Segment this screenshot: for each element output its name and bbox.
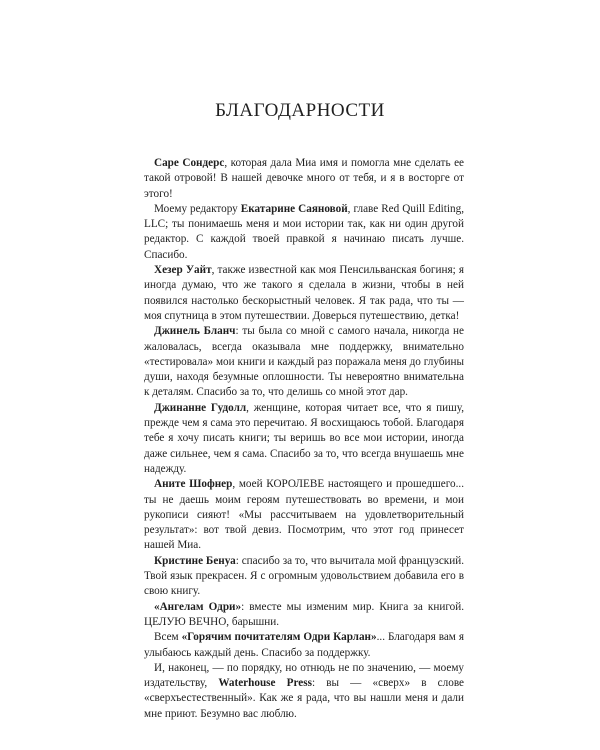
acknowledgements-body — [144, 156, 464, 722]
page-title: БЛАГОДАРНОСТИ — [215, 100, 385, 121]
paragraph — [144, 477, 464, 553]
paragraph — [144, 554, 464, 600]
paragraph — [144, 156, 464, 202]
paragraph-text: , также известной как моя Пенсильванская богиня; я иногда думаю, что же такого я сделала в жизни, чтобы в ней появился настолько бескорыстный человек. Я так рада, что ты — моя спутница в этом путешествии. Доверься путешествию, детка! — [144, 264, 464, 322]
person-name: Саре Сондерс — [154, 157, 225, 169]
person-name: Джинанне Гудолл — [154, 401, 247, 414]
paragraph-text: : вы — «сверх» в слове «сверхъестественный». Как же я рада, что вы нашли меня и дали мне приют. Безумно вас люблю. — [144, 677, 464, 720]
paragraph — [144, 661, 464, 722]
paragraph-text: : спасибо за то, что вычитала мой французский. Твой язык прекрасен. Я с огромным удовольствием добавила его в свою книгу. — [144, 554, 464, 598]
paragraph-text: , главе Red Quill Editing, LLC; ты понимаешь меня и мои истории так, как ни один другой редактор. С каждой твоей правкой я начинаю писать лучше. Спасибо. — [144, 202, 464, 261]
person-name: Аните Шофнер — [154, 478, 233, 491]
person-name: Хезер Уайт — [154, 264, 212, 277]
publisher-name: Waterhouse Press — [218, 677, 312, 690]
paragraph-text: И, наконец, — по порядку, но отнюдь не по значению, — моему издательству, — [144, 661, 464, 690]
paragraph — [144, 630, 464, 661]
paragraph — [144, 263, 464, 324]
paragraph-text: , которая дала Миа имя и помогла мне сделать ее такой отровой! В нашей девочке много от тебя, и я в восторге от этого! — [144, 157, 464, 200]
paragraph — [144, 600, 464, 631]
person-name: Екатарине Саяновой — [240, 202, 348, 215]
paragraph-text: , моей КОРОЛЕВЕ настоящего и прошедшего... ты не даешь моим героям путешествовать во времени, и мои рукописи сияют! «Мы рассчитываем на удовлетворительный результат»: вот твой девиз. Посмотрим, что этот год принесет нашей Миа. — [144, 478, 465, 552]
paragraph — [144, 324, 464, 400]
paragraph-text: Всем — [154, 631, 182, 644]
group-name: «Горячим почитателям Одри Карлан» — [181, 631, 377, 644]
paragraph — [144, 401, 464, 477]
person-name: Кристине Бенуа — [154, 554, 236, 567]
paragraph-text: Моему редактору — [154, 202, 241, 215]
paragraph-text: : ты была со мной с самого начала, никогда не жаловалась, всегда оказывала мне поддержку, внимательно «тестировала» мои книги и каждый раз поражала меня до глубины души, находя безумные оплошности. Ты невероятно внимательна к деталям. Спасибо за то, что делишь со мной этот дар. — [144, 325, 464, 399]
paragraph — [144, 202, 464, 263]
person-name: Джинель Бланч — [154, 325, 236, 338]
paragraph-text: : вместе мы изменим мир. Книга за книгой. ЦЕЛУЮ ВЕЧНО, барышни. — [144, 600, 465, 628]
paragraph-text: , женщине, которая читает все, что я пишу, прежде чем я сама это перечитаю. Я восхищаюсь тобой. Благодаря тебе я хочу писать книги; ты веришь во все мои истории, иногда даже сильнее, чем я сама. Спасибо за то, что всегда внушаешь мне надежду. — [144, 401, 465, 475]
group-name: «Ангелам Одри» — [154, 600, 242, 613]
paragraph-text: ... Благодаря вам я улыбаюсь каждый день. Спасибо за поддержку. — [144, 631, 464, 659]
